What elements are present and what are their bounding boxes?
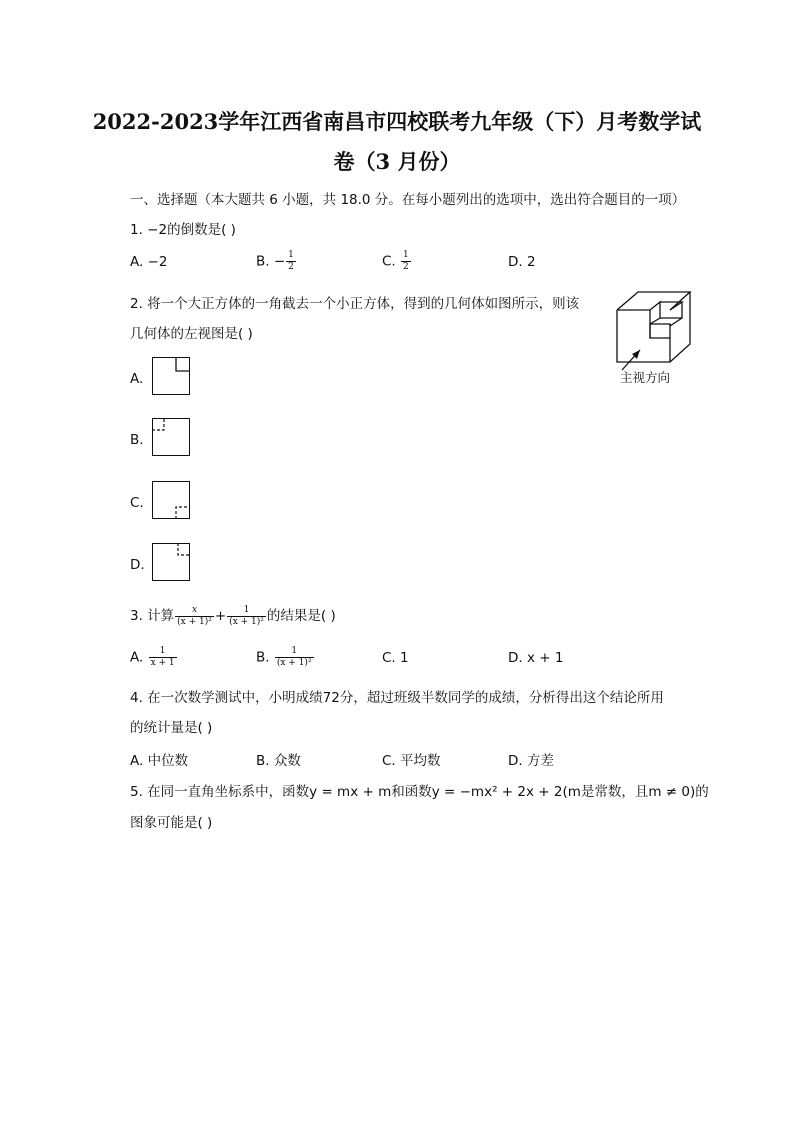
q2-option-a-label: A. — [130, 371, 144, 387]
q2-option-a-inner-square — [152, 357, 190, 395]
q3-option-b-fraction — [275, 646, 314, 669]
exam-title-line1: 2022-2023学年江西省南昌市四校联考九年级（下）月考数学试 — [92, 109, 702, 134]
q2-option-d-label: D. — [130, 557, 145, 573]
q3-option-d: D. x + 1 — [508, 650, 564, 666]
q4-option-b: B. 众数 — [256, 753, 301, 769]
q3-plus: + — [214, 608, 227, 624]
q4-option-d: D. 方差 — [508, 753, 554, 769]
q2-option-b-dashed-corner — [152, 418, 190, 456]
q1-option-c-prefix: C. — [382, 253, 401, 270]
q3-option-a-prefix: A. — [130, 649, 144, 666]
q3-fraction-2 — [227, 605, 266, 628]
q1-c-denominator: 2 — [403, 262, 409, 272]
q3-a-denominator: x + 1 — [150, 658, 175, 668]
q1-option-d: D. 2 — [508, 254, 536, 270]
q1-option-b-prefix: B. − — [256, 253, 286, 270]
q1-b-numerator: 1 — [288, 250, 294, 260]
q1-option-c — [382, 250, 412, 273]
q1-option-b-fraction — [286, 250, 296, 273]
section-heading: 一、选择题（本大题共 6 小题，共 18.0 分。在每小题列出的选项中，选出符合题目的一项） — [130, 192, 686, 208]
q4-stem-line1: 4. 在一次数学测试中，小明成绩72分，超过班级半数同学的成绩，分析得出这个结论所用 — [130, 690, 664, 706]
q1-stem: 1. −2的倒数是( ) — [130, 222, 236, 238]
q1-b-denominator: 2 — [288, 262, 294, 272]
q2-option-c-dashed-corner — [152, 481, 190, 519]
q1-option-a: A. −2 — [130, 254, 168, 270]
q1-option-b — [256, 250, 297, 273]
q3-b-numerator: 1 — [275, 646, 314, 658]
q3-option-b-prefix: B. — [256, 649, 270, 666]
q2-option-d-dashed-corner — [152, 543, 190, 581]
q3-a-numerator: 1 — [149, 646, 177, 658]
q3-f2-numerator: 1 — [227, 605, 266, 617]
q4-option-c: C. 平均数 — [382, 753, 441, 769]
q3-option-a — [130, 646, 178, 669]
q3-b-denominator: (x + 1)² — [276, 658, 312, 668]
exam-title-line2: 卷（3 月份） — [333, 149, 461, 174]
q3-f2-denominator: (x + 1)² — [229, 616, 264, 627]
q4-stem-line2: 的统计量是( ) — [130, 720, 213, 736]
q1-option-c-fraction — [401, 250, 411, 273]
q2-stem-line1: 2. 将一个大正方体的一角截去一个小正方体，得到的几何体如图所示，则该 — [130, 296, 580, 312]
q5-stem-line1: 5. 在同一直角坐标系中，函数y = mx + m和函数y = −mx² + 2x + 2(m是常数，且m ≠ 0)的 — [130, 784, 709, 800]
q3-stem-suffix: 的结果是( ) — [266, 608, 336, 624]
q3-option-b — [256, 646, 315, 669]
q3-f1-numerator: x — [175, 605, 214, 617]
q3-option-a-fraction — [149, 646, 177, 669]
q2-stem-line2: 几何体的左视图是( ) — [130, 326, 253, 342]
q5-stem-line2: 图象可能是( ) — [130, 815, 213, 831]
q3-stem — [130, 604, 336, 628]
q3-option-c: C. 1 — [382, 650, 409, 666]
q3-f1-denominator: (x + 1)² — [177, 616, 212, 627]
q4-option-a: A. 中位数 — [130, 753, 189, 769]
q3-fraction-1 — [175, 605, 214, 628]
q3-stem-prefix: 3. 计算 — [130, 608, 175, 624]
q2-option-b-label: B. — [130, 432, 144, 448]
q2-option-c-label: C. — [130, 495, 144, 511]
q1-c-numerator: 1 — [403, 250, 409, 260]
cube-figure-label: 主视方向 — [620, 370, 671, 385]
